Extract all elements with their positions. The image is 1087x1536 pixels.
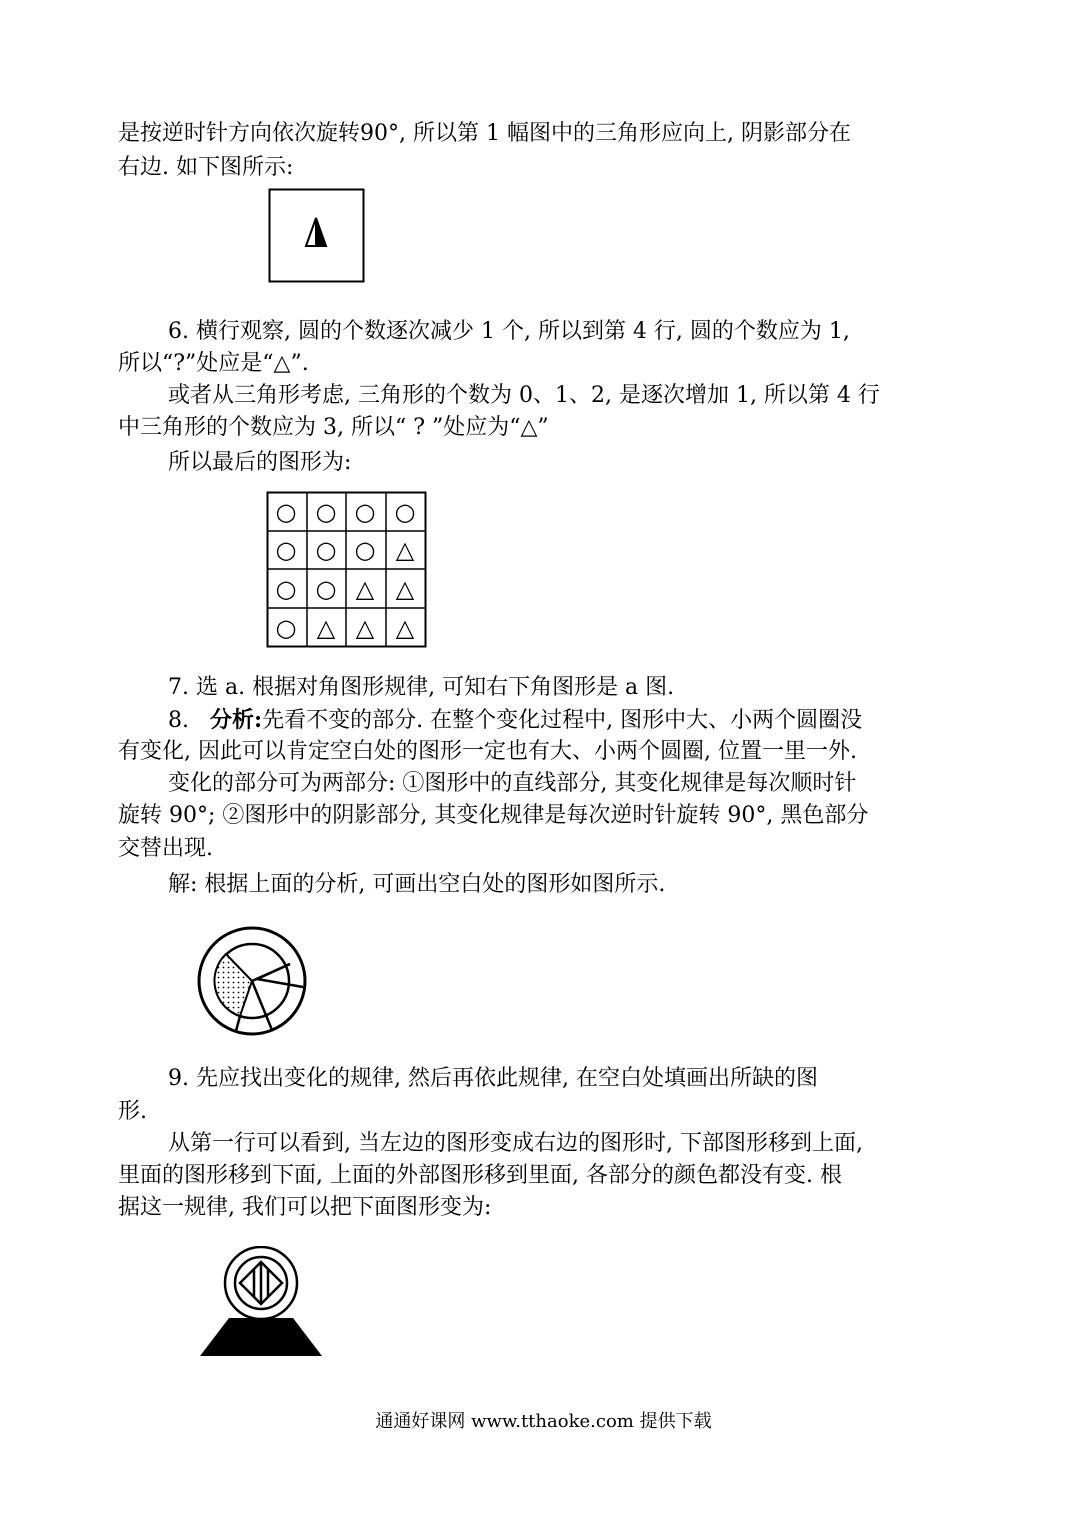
footer-text: 通通好课网 www.tthaoke.com 提供下载 <box>375 1411 712 1432</box>
analysis-label: 分析: <box>209 707 263 733</box>
grid-cell: △ <box>355 614 375 642</box>
grid-cell: ○ <box>315 536 337 564</box>
triangle-figure <box>268 188 366 284</box>
grid-cell: △ <box>395 575 415 603</box>
grid-cell: ○ <box>394 498 416 526</box>
text-line: 6. 横行观察, 圆的个数逐次减少 1 个, 所以到第 4 行, 圆的个数应为 1, <box>168 319 850 344</box>
text-line: 9. 先应找出变化的规律, 然后再依此规律, 在空白处填画出所缺的图 <box>168 1066 818 1091</box>
text-line <box>168 705 862 736</box>
text-line: 变化的部分可为两部分: ①图形中的直线部分, 其变化规律是每次顺时针 <box>168 771 857 796</box>
grid-cell: △ <box>395 614 415 642</box>
text-line: 从第一行可以看到, 当左边的图形变成右边的图形时, 下部图形移到上面, <box>168 1131 863 1156</box>
text-line: 形. <box>118 1099 147 1124</box>
grid-cell: △ <box>355 575 375 603</box>
shape-grid <box>266 491 428 649</box>
text-line: 里面的图形移到下面, 上面的外部图形移到里面, 各部分的颜色都没有变. 根 <box>118 1163 842 1188</box>
text-line: 旋转 90°; ②图形中的阴影部分, 其变化规律是每次逆时针旋转 90°, 黑色部分 <box>118 803 869 828</box>
grid-cell: ○ <box>315 575 337 603</box>
text-span: 先看不变的部分. 在整个变化过程中, 图形中大、小两个圆圈没 <box>262 708 863 733</box>
text-line: 7. 选 a. 根据对角图形规律, 可知右下角图形是 a 图. <box>168 675 675 700</box>
grid-cell: △ <box>316 614 336 642</box>
text-line: 解: 根据上面的分析, 可画出空白处的图形如图所示. <box>168 872 666 897</box>
text-line: 所以最后的图形为: <box>168 450 352 475</box>
grid-cell: ○ <box>354 536 376 564</box>
grid-cell: ○ <box>275 614 297 642</box>
grid-cell: ○ <box>275 498 297 526</box>
text-line: 右边. 如下图所示: <box>118 155 294 180</box>
circle-figure <box>196 925 308 1037</box>
grid-cell: ○ <box>315 498 337 526</box>
text-line: 据这一规律, 我们可以把下面图形变为: <box>118 1195 492 1220</box>
text-line: 或者从三角形考虑, 三角形的个数为 0、1、2, 是逐次增加 1, 所以第 4 行 <box>168 383 880 408</box>
text-line: 所以“?”处应是“△”. <box>118 351 309 376</box>
text-line: 中三角形的个数应为 3, 所以“ ? ”处应为“△” <box>118 415 549 440</box>
grid-cell: ○ <box>354 498 376 526</box>
text-line: 交替出现. <box>118 836 213 861</box>
grid-cell: △ <box>395 536 415 564</box>
text-line: 有变化, 因此可以肯定空白处的图形一定也有大、小两个圆圈, 位置一里一外. <box>118 739 857 764</box>
grid-cell: ○ <box>275 575 297 603</box>
grid-cell: ○ <box>275 536 297 564</box>
trapezoid-figure <box>198 1246 324 1358</box>
text-line: 是按逆时针方向依次旋转90°, 所以第 1 幅图中的三角形应向上, 阴影部分在 <box>118 121 851 146</box>
section-number: 8. <box>168 708 189 733</box>
